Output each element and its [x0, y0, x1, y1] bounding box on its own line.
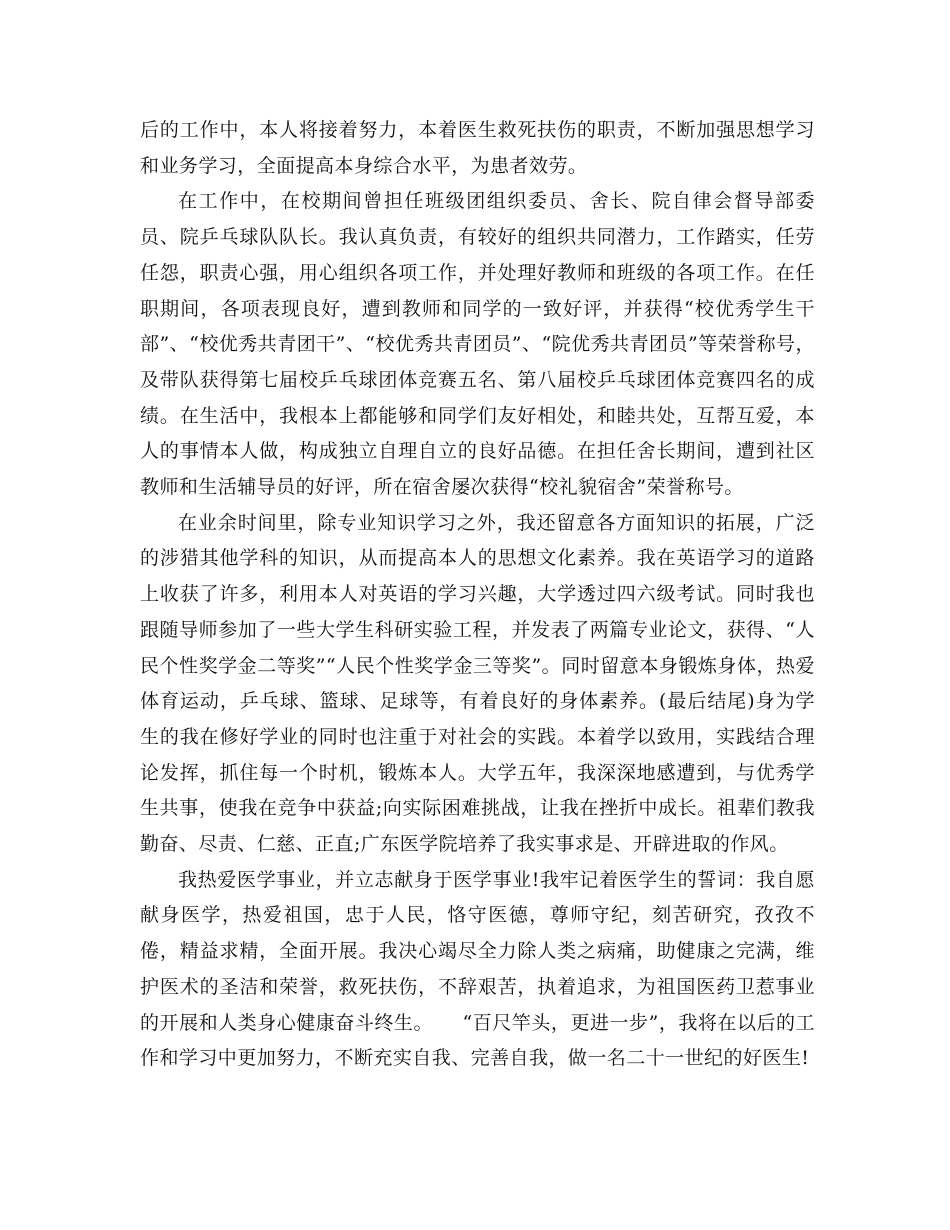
- paragraph-continuation: 后的工作中，本人将接着努力，本着医生救死扶伤的职责，不断加强思想学习和业务学习，全面提高本身综合水平，为患者效劳。: [140, 119, 815, 177]
- document-body: [140, 113, 815, 1077]
- paragraph-conclusion: 我热爱医学事业，并立志献身于医学事业!我牢记着医学生的誓词：我自愿献身医学，热爱祖国，忠于人民，恪守医德，尊师守纪，刻苦研究，孜孜不倦，精益求精，全面开展。我决心竭尽全力除人类之病痛，助健康之完满，维护医术的圣洁和荣誉，救死扶伤，不辞艰苦，执着追求，为祖国医药卫惹事业的开展和人类身心健康奋斗终生。 “百尺竿头，更进一步”，我将在以后的工作和学习中更加努力，不断充实自我、完善自我，做一名二十一世纪的好医生!: [140, 868, 815, 1070]
- paragraph-extracurricular: 在业余时间里，除专业知识学习之外，我还留意各方面知识的拓展，广泛的涉猎其他学科的知识，从而提高本人的思想文化素养。我在英语学习的道路上收获了许多，利用本人对英语的学习兴趣，大学透过四六级考试。同时我也跟随导师参加了一些大学生科研实验工程，并发表了两篇专业论文，获得、“人民个性奖学金二等奖”“人民个性奖学金三等奖”。同时留意本身锻炼身体，热爱体育运动，乒乓球、篮球、足球等，有着良好的身体素养。(最后结尾)身为学生的我在修好学业的同时也注重于对社会的实践。本着学以致用，实践结合理论发挥，抓住每一个时机，锻炼本人。大学五年，我深深地感遭到，与优秀学生共事，使我在竞争中获益;向实际困难挑战，让我在挫折中成长。祖辈们教我勤奋、尽责、仁慈、正直;广东医学院培养了我实事求是、开辟进取的作风。: [140, 511, 815, 856]
- paragraph-work-experience: 在工作中，在校期间曾担任班级团组织委员、舍长、院自律会督导部委员、院乒乓球队队长。我认真负责，有较好的组织共同潜力，工作踏实，任劳任怨，职责心强，用心组织各项工作，并处理好教师和班级的各项工作。在任职期间，各项表现良好，遭到教师和同学的一致好评，并获得“校优秀学生干部”、“校优秀共青团干”、“校优秀共青团员”、“院优秀共青团员”等荣誉称号，及带队获得第七届校乒乓球团体竞赛五名、第八届校乒乓球团体竞赛四名的成绩。在生活中，我根本上都能够和同学们友好相处，和睦共处，互帮互爱，本人的事情本人做，构成独立自理自立的良好品德。在担任舍长期间，遭到社区教师和生活辅导员的好评，所在宿舍屡次获得“校礼貌宿舍”荣誉称号。: [140, 190, 815, 499]
